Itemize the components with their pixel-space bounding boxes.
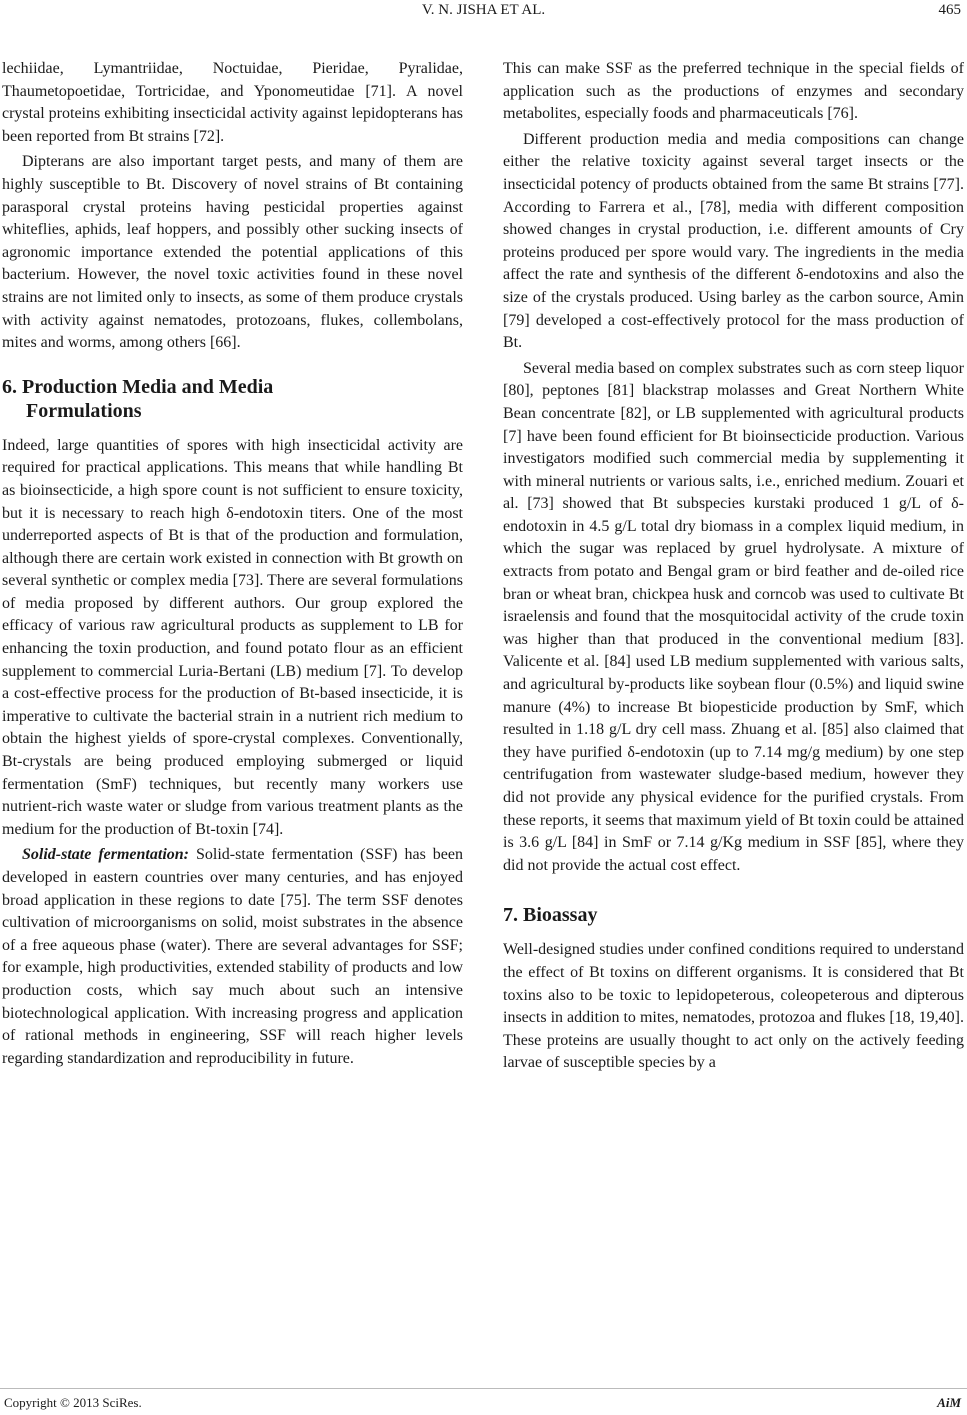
- paragraph-solid-state: [2, 844, 463, 1070]
- page-number: 465: [938, 2, 961, 18]
- running-title: V. N. JISHA ET AL.: [421, 2, 546, 18]
- paragraph: Dipterans are also important target pests, and many of them are highly susceptible to Bt. Discovery of novel strains of Bt containing parasporal crystal proteins having pesticidal properties against whiteflies, aphids, leaf hoppers, and possibly other sucking insects of agronomic importance extended the potential applications of this bacterium. However, the novel toxic activities found in these novel strains are not limited only to insects, as some of them produce crystals with activity against nematodes, protozoans, flukes, collembolans, mites and worms, among others [66].: [2, 153, 463, 352]
- paragraph: Several media based on complex substrates such as corn steep liquor [80], peptones [81] blackstrap molasses and Great Northern White Bean concentrate [82], or LB supplemented with agricultural products [7] have been found efficient for Bt bioinsecticide production. Various investigators modified such commercial media by supplementing it with mineral nutrients or various salts, i.e., enriched medium. Zouari et al. [73] showed that Bt subspecies kurstaki produced 1 g/L of δ-endotoxin in 4.5 g/L total dry biomass in a complex liquid medium, in which the sugar was replaced by gruel hydrolysate. A mixture of extracts from potato and Bengal gram or bird feather and de-oiled rice bran or wheat bran, chickpea husk and corncob was used to cultivate Bt israelensis and found that the mosquitocidal activity of the crude toxin was higher than that produced in the conventional medium [83]. Valicente et al. [84] used LB medium supplemented with various salts, and agricultural by-products like soybean flour (0.5%) and liquid swine manure (4%) to increase Bt biopesticide production by SmF, which resulted in 1.18 g/L dry cell mass. Zhuang et al. [85] also claimed that they have purified δ-endotoxin (up to 7.14 mg/g medium) by one step centrifugation from wastewater sludge-based medium, however they did not provide any physical evidence for the purified crystals. From these reports, it seems that maximum yield of Bt toxin could be attained is 3.6 g/L [84] in SmF or 7.14 g/Kg medium in SSF [85], where they did not provide the actual cost effect.: [503, 359, 964, 874]
- paragraph: Indeed, large quantities of spores with high insecticidal activity are required for practical applications. This means that while handling Bt as bioinsecticide, a high spore count is not sufficient to ensure toxicity, but it is necessary to reach high δ-endotoxin titers. One of the most underreported aspects of Bt is that of the production and formulation, although there are certain work existed in connection with Bt growth on several synthetic or complex media [73]. There are several formulations of media proposed by different authors. Our group explored the efficacy of various raw agricultural products as supplement to LB for enhancing the toxin production, and found potato flour as an efficient supplement to commercial Luria-Bertani (LB) medium [7]. To develop a cost-effective process for the production of Bt-based insecticide, it is imperative to cultivate the bacterial strain in a nutrient rich medium to obtain the highest yields of spore-crystal complexes. Conventionally, Bt-crystals are being produced employing submerged or liquid fermentation (SmF) techniques, but recently many workers use nutrient-rich waste water or sludge from various treatment plants as the medium for the production of Bt-toxin [74].: [2, 436, 463, 838]
- section-heading-line: 6. Production Media and Media: [2, 375, 274, 398]
- paragraph: Well-designed studies under confined conditions required to understand the effect of Bt toxins on different organisms. It is considered that Bt toxins also to be toxic to lepidopeterous, coleopeterous and dipterous insects in addition to mites, nematodes, protozoa and flukes [18, 19,40]. These proteins are usually thought to act only on the actively feeding larvae of susceptible species by a: [503, 941, 964, 1072]
- journal-abbreviation: AiM: [937, 1395, 961, 1410]
- section-heading-production-media: [2, 375, 463, 423]
- section-heading-line: Formulations: [26, 399, 142, 422]
- paragraph: lechiidae, Lymantriidae, Noctuidae, Pieridae, Pyralidae, Thaumetopoetidae, Tortricidae, and Yponomeutidae [71]. A novel crystal proteins exhibiting insecticidal activity against lepidopterans has been reported from Bt strains [72].: [2, 60, 463, 145]
- left-column: [2, 58, 463, 1070]
- paragraph-text: Solid-state fermentation (SSF) has been developed in eastern countries over many centuries, and has enjoyed broad application in these regions to date [75]. The term SSF denotes cultivation of microorganisms on solid, moist substrates in the absence of a free aqueous phase (water). There are several advantages for SSF; for example, high productivities, extended stability of products and low production costs, which say much about such an intensive biotechnological application. With increasing progress and application of rational methods in engineering, SSF will reach higher levels regarding standardization and reproducibility in future.: [2, 846, 464, 1067]
- right-column: [503, 58, 964, 1075]
- copyright-notice: Copyright © 2013 SciRes.: [4, 1395, 142, 1410]
- page-footer: [0, 1395, 967, 1415]
- running-header: [0, 2, 967, 24]
- section-heading-bioassay: 7. Bioassay: [503, 904, 598, 927]
- footer-divider: [0, 1388, 967, 1389]
- paragraph: This can make SSF as the preferred technique in the special fields of application such as the productions of enzymes and secondary metabolites, especially foods and pharmaceuticals [76].: [503, 60, 964, 123]
- paragraph: Different production media and media compositions can change either the relative toxicity against several target insects or the insecticidal potency of products obtained from the same Bt strains [77]. According to Farrera et al., [78], media with different composition showed changes in crystal production, i.e. different amounts of Cry proteins produced per spore would vary. The ingredients in the media affect the rate and synthesis of the different δ-endotoxins and also the size of the crystals produced. Using barley as the carbon source, Amin [79] developed a cost-effectively protocol for the mass production of Bt.: [503, 130, 964, 352]
- run-in-heading: Solid-state fermentation:: [22, 846, 189, 864]
